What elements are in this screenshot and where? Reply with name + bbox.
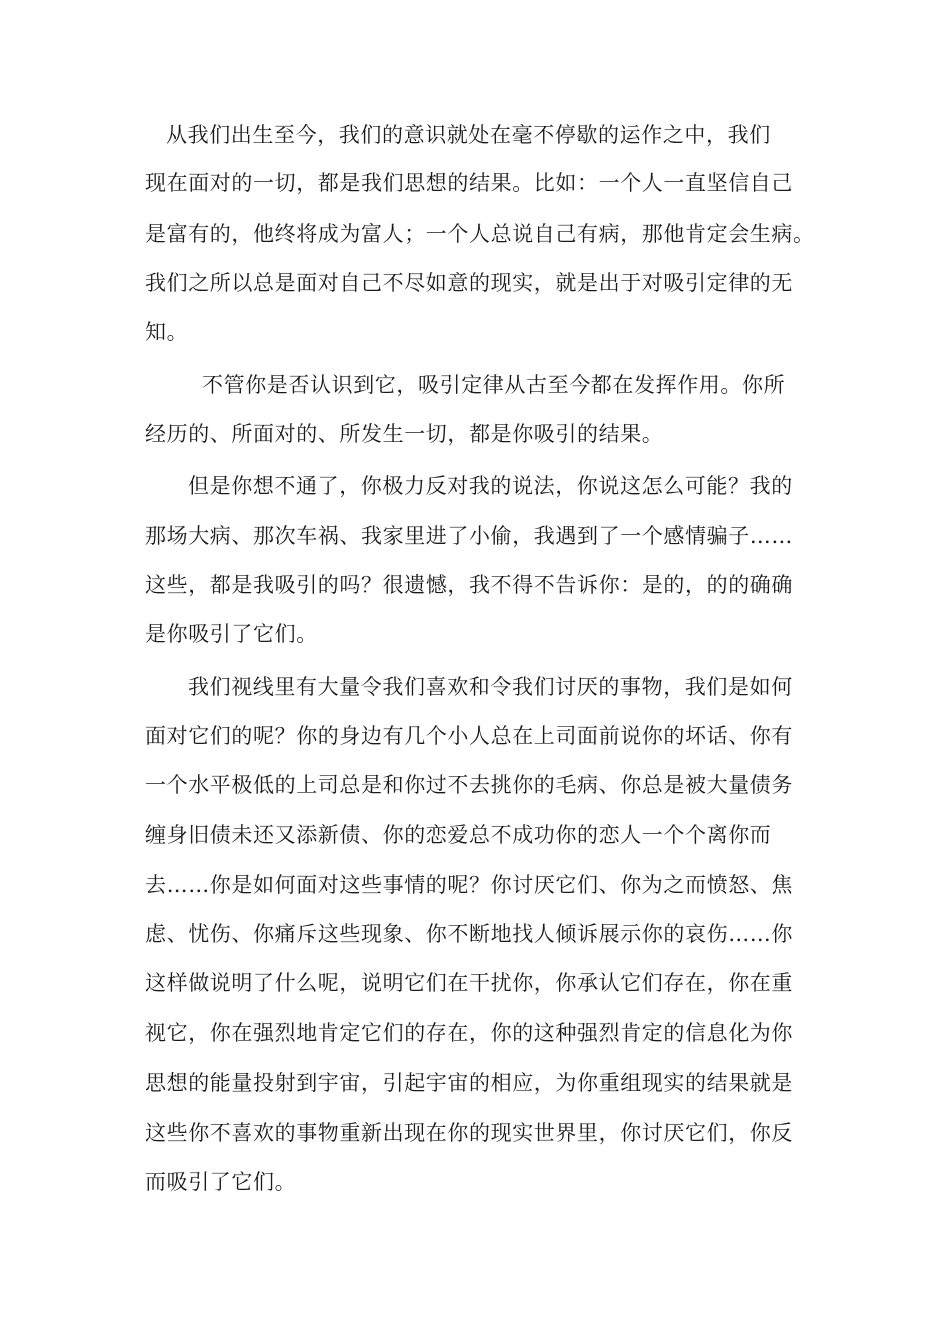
text-line: 这些你不喜欢的事物重新出现在你的现实世界里，你讨厌它们，你反 bbox=[145, 1121, 793, 1145]
text-line: 我们视线里有大量令我们喜欢和令我们讨厌的事物，我们是如何 bbox=[188, 675, 793, 699]
text-line: 但是你想不通了，你极力反对我的说法，你说这怎么可能？我的 bbox=[188, 474, 793, 498]
text-line: 这样做说明了什么呢，说明它们在干扰你，你承认它们存在，你在重 bbox=[145, 971, 793, 995]
text-line: 视它，你在强烈地肯定它们的存在，你的这种强烈肯定的信息化为你 bbox=[145, 1021, 793, 1045]
text-line: 虑、忧伤、你痛斥这些现象、你不断地找人倾诉展示你的哀伤……你 bbox=[145, 922, 793, 946]
text-line: 现在面对的一切，都是我们思想的结果。比如：一个人一直坚信自己 bbox=[145, 171, 793, 195]
text-line: 缠身旧债未还又添新债、你的恋爱总不成功你的恋人一个个离你而 bbox=[145, 823, 772, 847]
text-line: 那场大病、那次车祸、我家里进了小偷，我遇到了一个感情骗子…… bbox=[145, 524, 793, 548]
text-line: 是你吸引了它们。 bbox=[145, 622, 318, 646]
text-line: 思想的能量投射到宇宙，引起宇宙的相应，为你重组现实的结果就是 bbox=[145, 1071, 793, 1095]
text-line: 一个水平极低的上司总是和你过不去挑你的毛病、你总是被大量债务 bbox=[145, 773, 793, 797]
text-line: 而吸引了它们。 bbox=[145, 1170, 297, 1194]
text-line: 是富有的，他终将成为富人；一个人总说自己有病，那他肯定会生病。 bbox=[145, 222, 815, 246]
text-line: 面对它们的呢？你的身边有几个小人总在上司面前说你的坏话、你有 bbox=[145, 724, 793, 748]
text-line: 这些，都是我吸引的吗？很遗憾，我不得不告诉你：是的，的的确确 bbox=[145, 573, 793, 597]
text-line: 去……你是如何面对这些事情的呢？你讨厌它们、你为之而愤怒、焦 bbox=[145, 873, 793, 897]
text-line: 经历的、所面对的、所发生一切，都是你吸引的结果。 bbox=[145, 422, 664, 446]
text-line: 从我们出生至今，我们的意识就处在毫不停歇的运作之中，我们 bbox=[166, 123, 771, 147]
text-line: 不管你是否认识到它，吸引定律从古至今都在发挥作用。你所 bbox=[202, 373, 786, 397]
text-line: 我们之所以总是面对自己不尽如意的现实，就是出于对吸引定律的无 bbox=[145, 271, 793, 295]
text-line: 知。 bbox=[145, 320, 189, 344]
